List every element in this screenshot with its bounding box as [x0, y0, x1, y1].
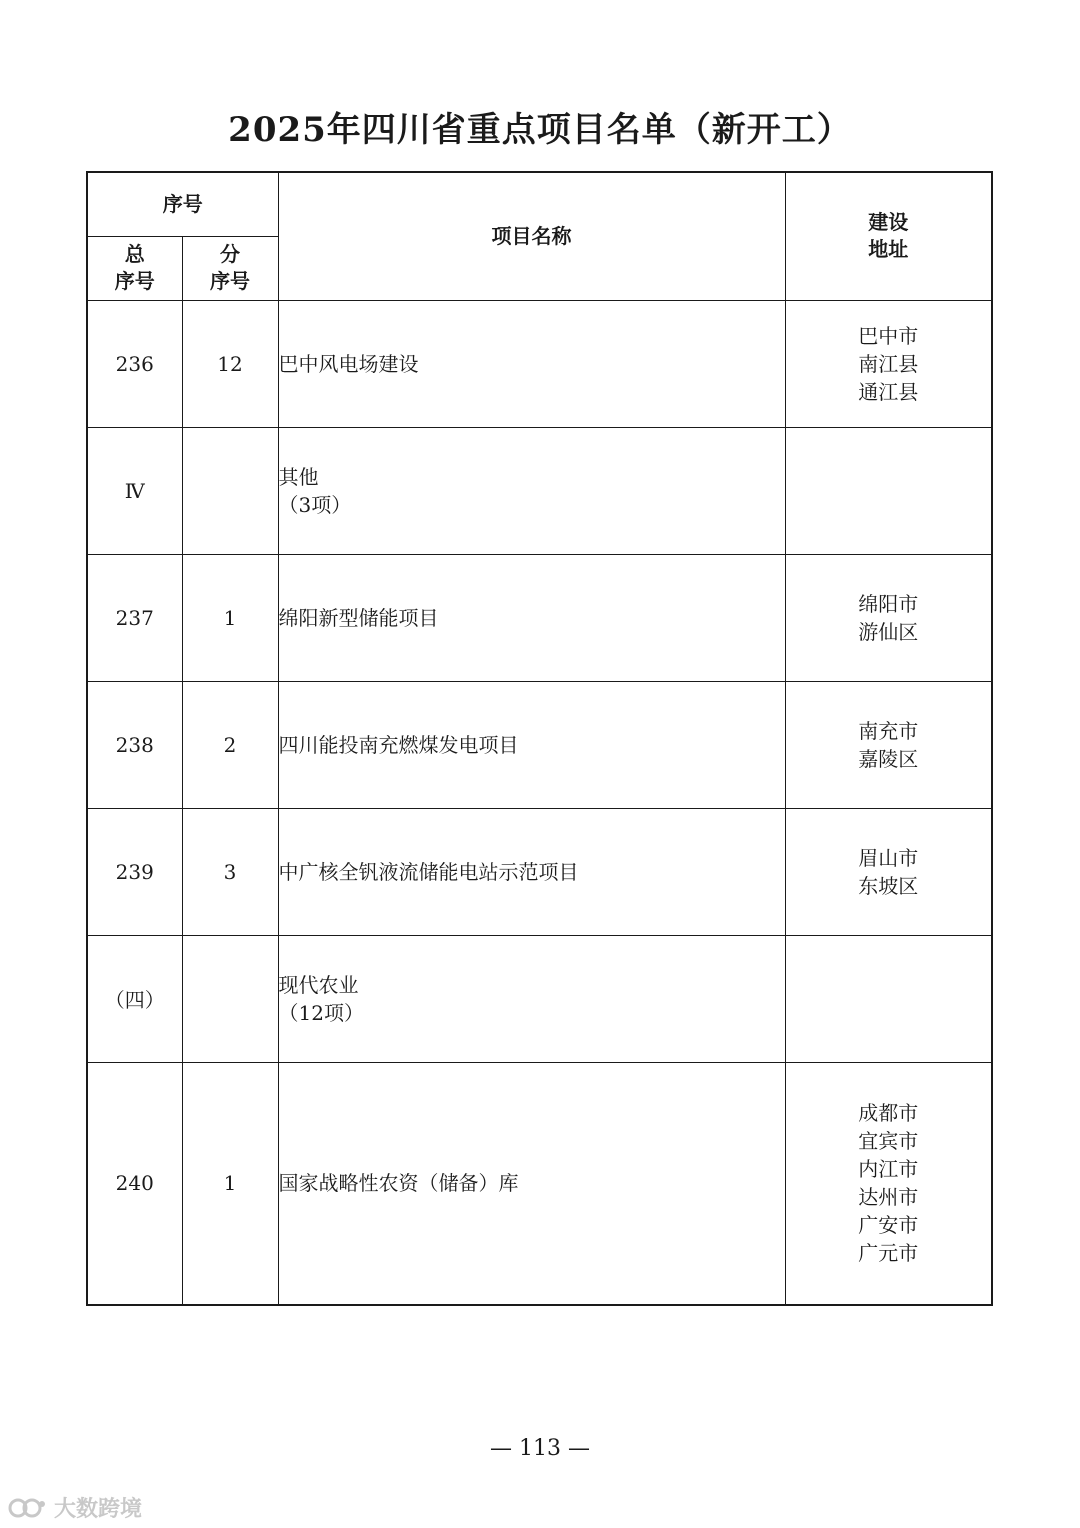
header-address — [785, 172, 992, 300]
project-name-line: 现代农业 — [278, 972, 359, 997]
address-line: 通江县 — [858, 379, 919, 404]
cell-address — [785, 935, 992, 1062]
address-line: 南充市 — [858, 718, 919, 743]
address-line: 广安市 — [858, 1213, 919, 1238]
cell-total-seq: 236 — [87, 300, 182, 427]
table-row — [87, 427, 992, 554]
cell-address — [785, 427, 992, 554]
cell-project-name — [278, 808, 785, 935]
project-name-line: 其他 — [278, 464, 319, 489]
address-line: 嘉陵区 — [858, 746, 919, 771]
project-name-line: （12项） — [278, 1000, 364, 1025]
project-name-line: 四川能投南充燃煤发电项目 — [278, 732, 519, 757]
table-row — [87, 808, 992, 935]
header-project-name: 项目名称 — [278, 172, 785, 300]
table-body — [87, 300, 992, 1305]
cell-address — [785, 1062, 992, 1305]
header-seq-group: 序号 — [87, 172, 278, 236]
header-sub-seq-line: 序号 — [210, 269, 250, 293]
page-number: — 113 — — [490, 1436, 590, 1461]
address-line: 内江市 — [858, 1157, 919, 1182]
cell-project-name — [278, 427, 785, 554]
address-line: 成都市 — [858, 1101, 919, 1126]
cell-sub-seq: 1 — [182, 1062, 278, 1305]
header-sub-seq-line: 分 — [220, 242, 240, 266]
address-line: 达州市 — [858, 1185, 919, 1210]
cell-project-name — [278, 300, 785, 427]
table-row — [87, 681, 992, 808]
project-name-line: 巴中风电场建设 — [278, 351, 419, 376]
cell-total-seq: 237 — [87, 554, 182, 681]
cell-project-name — [278, 935, 785, 1062]
header-total-seq-line: 总 — [124, 242, 145, 266]
watermark-text: 大数跨境 — [54, 1497, 143, 1522]
cell-address — [785, 681, 992, 808]
header-total-seq — [87, 236, 182, 300]
cell-project-name — [278, 1062, 785, 1305]
cell-sub-seq — [182, 427, 278, 554]
cell-total-seq: 238 — [87, 681, 182, 808]
cell-sub-seq: 2 — [182, 681, 278, 808]
project-name-line: （3项） — [278, 492, 352, 517]
cell-address — [785, 300, 992, 427]
project-name-line: 中广核全钒液流储能电站示范项目 — [278, 859, 579, 884]
cell-address — [785, 808, 992, 935]
address-line: 东坡区 — [858, 873, 919, 898]
cell-address — [785, 554, 992, 681]
cell-sub-seq: 1 — [182, 554, 278, 681]
cell-sub-seq: 12 — [182, 300, 278, 427]
cell-sub-seq: 3 — [182, 808, 278, 935]
table-row — [87, 300, 992, 427]
address-line: 广元市 — [858, 1241, 919, 1266]
watermark — [8, 1492, 142, 1523]
header-address-line: 地址 — [868, 237, 909, 262]
cell-total-seq: Ⅳ — [87, 427, 182, 554]
logo-icon — [8, 1496, 48, 1520]
address-line: 游仙区 — [858, 619, 919, 644]
cell-total-seq: 240 — [87, 1062, 182, 1305]
address-line: 南江县 — [858, 351, 919, 376]
cell-sub-seq — [182, 935, 278, 1062]
page-title: 2025年四川省重点项目名单（新开工） — [228, 110, 852, 150]
project-name-line: 国家战略性农资（储备）库 — [278, 1171, 519, 1196]
cell-project-name — [278, 681, 785, 808]
address-line: 绵阳市 — [858, 591, 919, 616]
project-table — [86, 171, 993, 1306]
cell-total-seq: （四） — [87, 935, 182, 1062]
address-line: 眉山市 — [858, 845, 919, 870]
project-name-line: 绵阳新型储能项目 — [278, 605, 439, 630]
header-sub-seq — [182, 236, 278, 300]
cell-total-seq: 239 — [87, 808, 182, 935]
table-row — [87, 935, 992, 1062]
cell-project-name — [278, 554, 785, 681]
address-line: 巴中市 — [858, 323, 919, 348]
table-row — [87, 554, 992, 681]
table-row — [87, 1062, 992, 1305]
header-total-seq-line: 序号 — [114, 269, 155, 293]
header-address-line: 建设 — [868, 210, 909, 235]
address-line: 宜宾市 — [858, 1129, 919, 1154]
